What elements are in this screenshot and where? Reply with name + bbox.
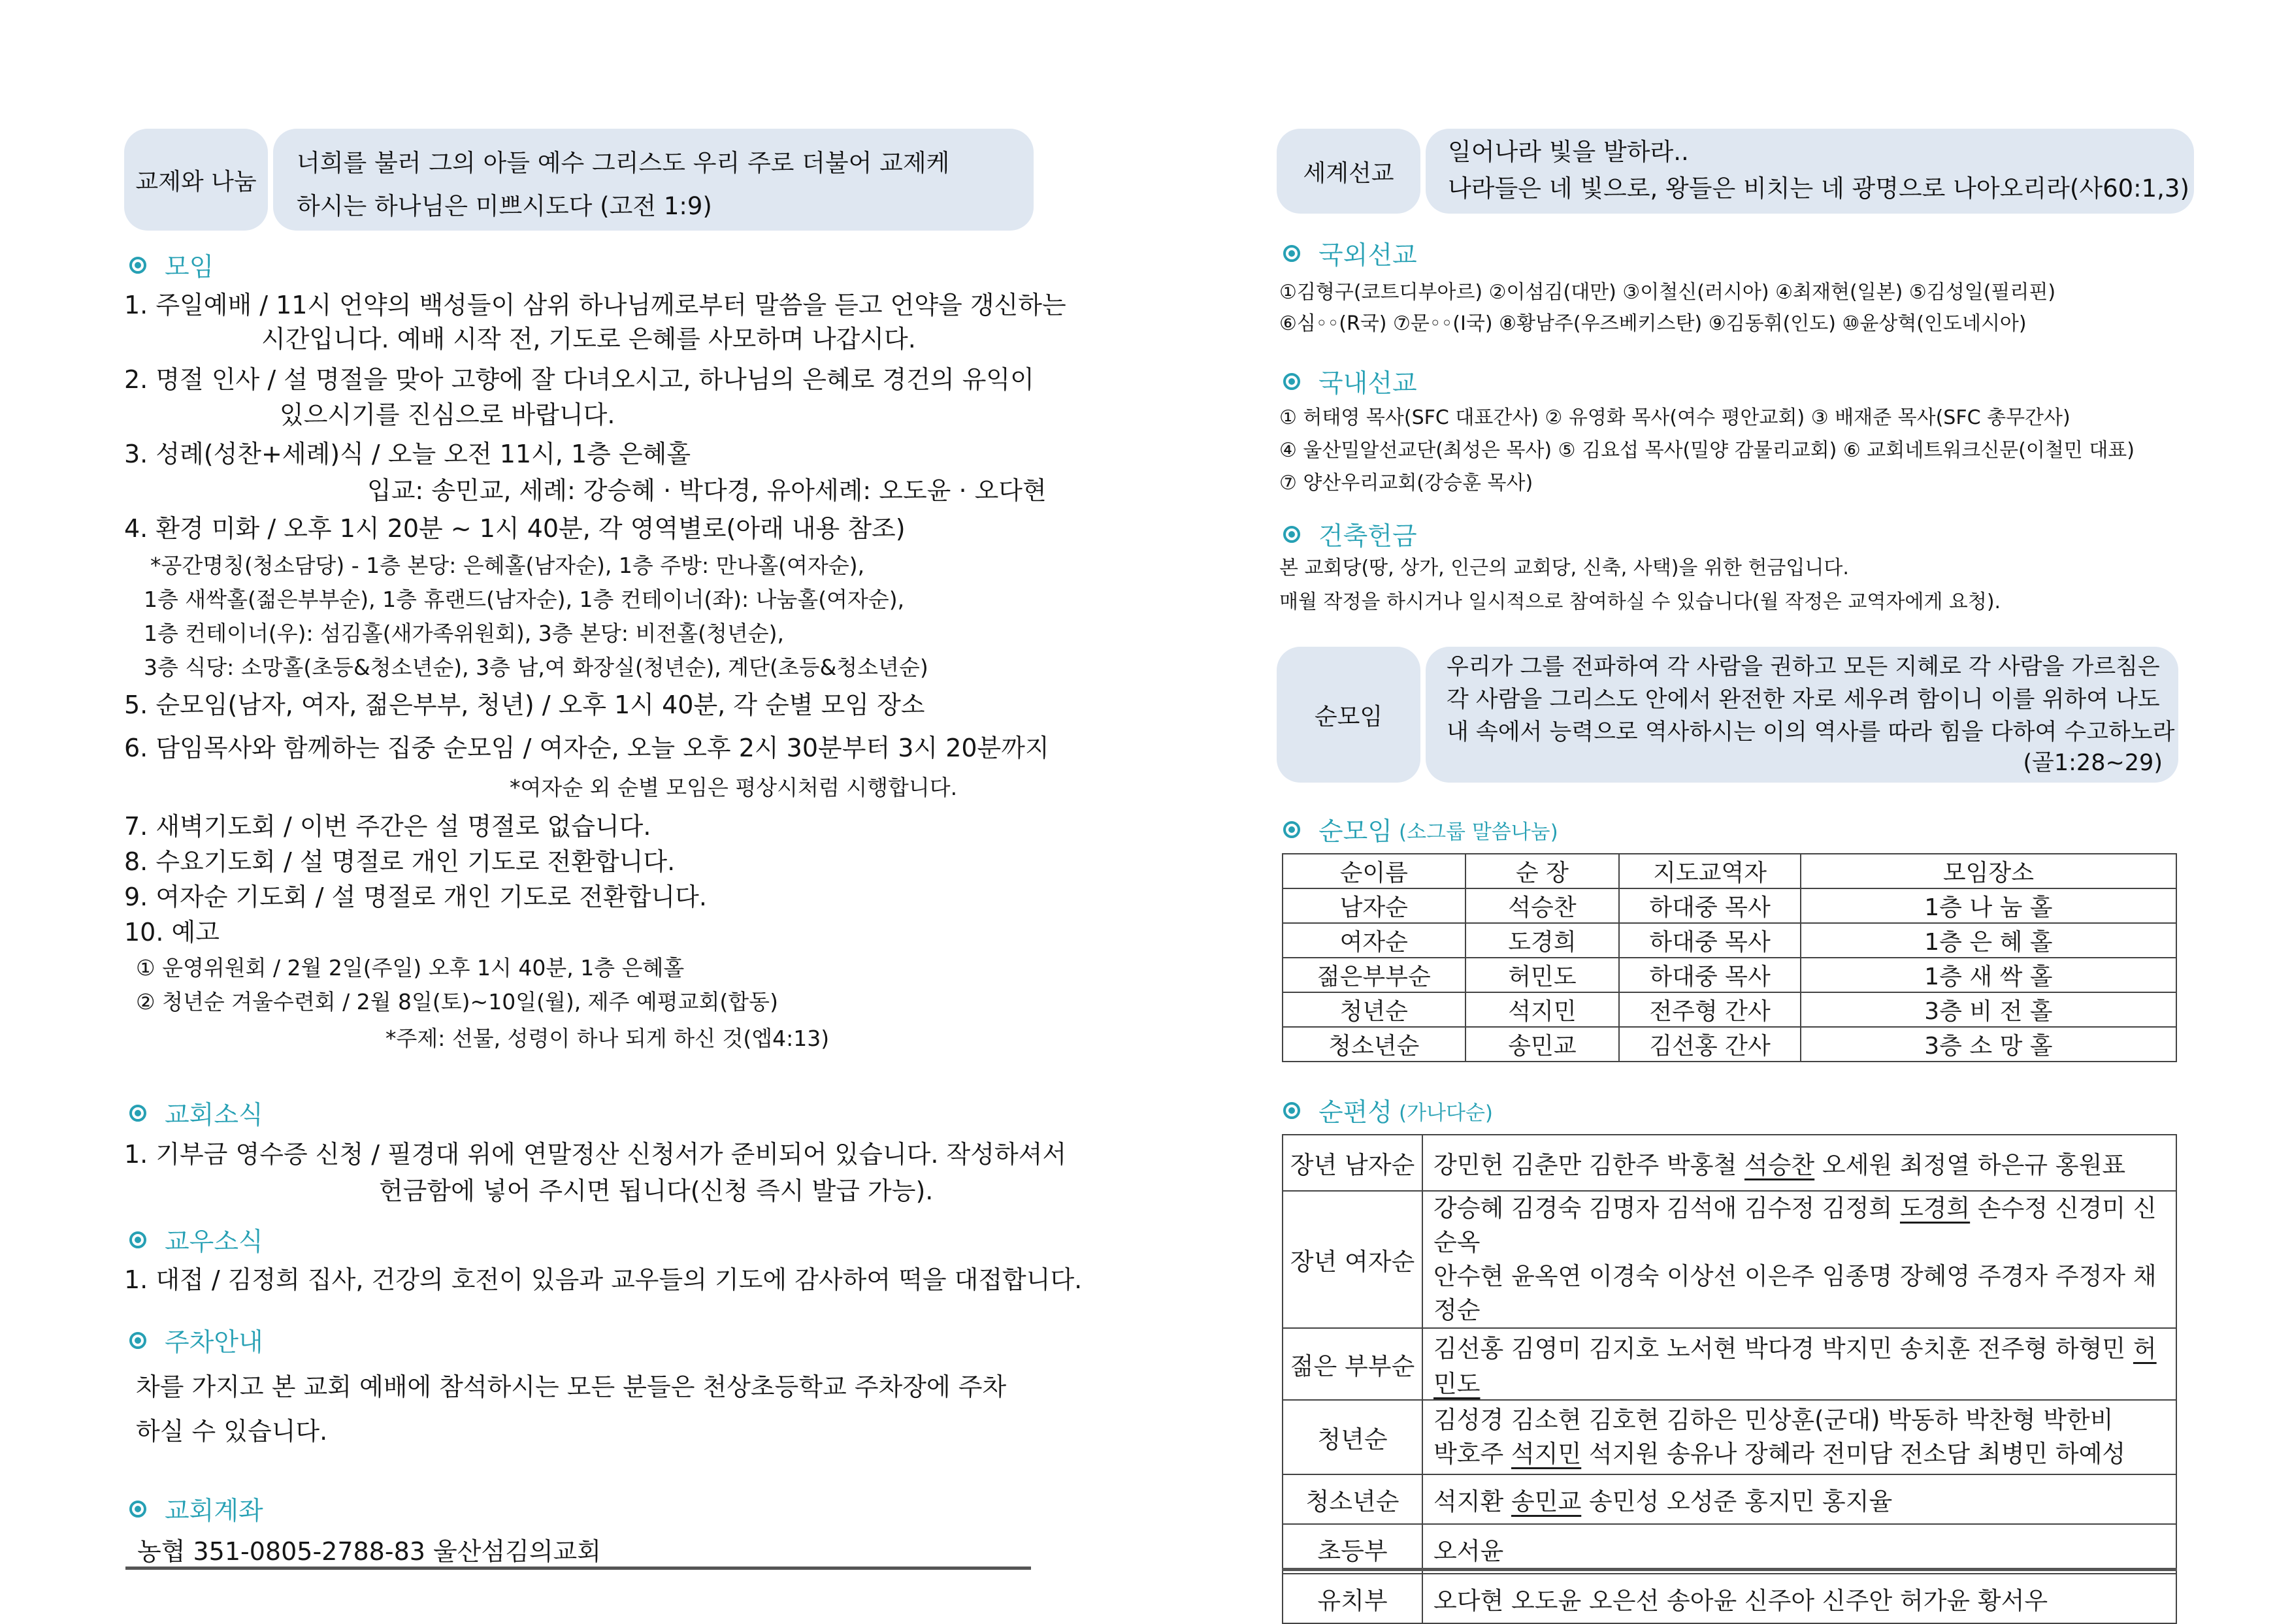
meeting-item: 6. 담임목사와 함께하는 집중 순모임 / 여자순, 오늘 오후 2시 30분부터 3시 20분까지 bbox=[124, 734, 1049, 762]
parking-heading bbox=[129, 1322, 263, 1359]
table-header: 순 장 bbox=[1465, 854, 1620, 888]
roster-label: 초등부 bbox=[1283, 1524, 1422, 1574]
domestic-heading bbox=[1283, 363, 1417, 400]
meeting-item: 시간입니다. 예배 시작 전, 기도로 은혜를 사모하며 나갑시다. bbox=[261, 325, 916, 353]
soon-meeting-verse-line2: 각 사람을 그리스도 안에서 완전한 자로 세우려 함이니 이를 위하여 나도 bbox=[1447, 687, 2160, 713]
roster-members-text: 박호주 bbox=[1433, 1440, 1511, 1468]
meeting-item: 3층 식당: 소망홀(초등&청소년순), 3층 남,여 화장실(청년순), 계단(초등&청소년순) bbox=[144, 655, 928, 680]
overseas-heading bbox=[1283, 235, 1417, 272]
table-cell: 석지민 bbox=[1465, 992, 1620, 1027]
overseas-line: ①김형구(코트디부아르) ②이섬김(대만) ③이철신(러시아) ④최재현(일본) ⑤김성일(필리핀) bbox=[1279, 281, 2056, 304]
table-cell: 허민도 bbox=[1465, 958, 1620, 992]
meeting-item: 4. 환경 미화 / 오후 1시 20분 ~ 1시 40분, 각 영역별로(아래 내용 참조) bbox=[124, 514, 906, 543]
bullet-icon bbox=[1283, 821, 1300, 838]
meeting-item: 5. 순모임(남자, 여자, 젊은부부, 청년) / 오후 1시 40분, 각 순별 모임 장소 bbox=[124, 690, 925, 719]
roster-members bbox=[1422, 1328, 2176, 1400]
world-mission-verse-line1: 일어나라 빛을 발하라.. bbox=[1448, 138, 1689, 166]
roster-members: 오서윤 bbox=[1422, 1524, 2176, 1574]
building-heading bbox=[1283, 516, 1417, 553]
roster-label: 장년 여자순 bbox=[1283, 1191, 1422, 1328]
meeting-item: 7. 새벽기도회 / 이번 주간은 설 명절로 없습니다. bbox=[124, 812, 651, 841]
world-mission-verse-line2: 나라들은 네 빛으로, 왕들은 비치는 네 광명으로 나아오리라(사60:1,3) bbox=[1448, 174, 2189, 203]
table-cell: 3층 소 망 홀 bbox=[1801, 1027, 2176, 1062]
roster-label: 장년 남자순 bbox=[1283, 1135, 1422, 1191]
meeting-item: *여자순 외 순별 모임은 평상시처럼 시행합니다. bbox=[510, 775, 958, 800]
soon-meeting-verse-line4: (골1:28~29) bbox=[2023, 750, 2163, 776]
roster-title: 순편성 bbox=[1318, 1098, 1393, 1128]
world-mission-tag: 세계선교 bbox=[1277, 129, 1420, 214]
table-cell: 김선홍 간사 bbox=[1619, 1027, 1801, 1062]
table-cell: 석승찬 bbox=[1465, 888, 1620, 923]
groups-title: 순모임 bbox=[1318, 817, 1393, 847]
church-news-title: 교회소식 bbox=[165, 1101, 263, 1130]
building-line: 본 교회당(땅, 상가, 인근의 교회당, 신축, 사택)을 위한 헌금입니다. bbox=[1279, 557, 1849, 579]
table-row bbox=[1283, 1524, 2176, 1574]
table-header: 모임장소 bbox=[1801, 854, 2176, 888]
table-cell: 1층 나 눔 홀 bbox=[1801, 888, 2176, 923]
table-cell: 하대중 목사 bbox=[1619, 923, 1801, 958]
table-row bbox=[1283, 1191, 2176, 1328]
roster-members-text: 김성경 김소현 김호현 김하은 민상훈(군대) 박동하 박찬형 박한비 bbox=[1433, 1406, 2114, 1434]
fellowship-tag: 교제와 나눔 bbox=[124, 129, 268, 231]
bullet-icon bbox=[129, 1332, 146, 1349]
member-news-line: 1. 대접 / 김정희 집사, 건강의 호전이 있음과 교우들의 기도에 감사하여 떡을 대접합니다. bbox=[124, 1265, 1083, 1294]
parking-line: 차를 가지고 본 교회 예배에 참석하시는 모든 분들은 천상초등학교 주차장에 주차 bbox=[136, 1372, 1007, 1401]
world-mission-verse bbox=[1426, 129, 2194, 214]
roster-members-text: 안수현 윤옥연 이경숙 이상선 이은주 임종명 장혜영 주경자 주정자 채정순 bbox=[1433, 1262, 2157, 1324]
domestic-line: ④ 울산밀알선교단(최성은 목사) ⑤ 김요섭 목사(밀양 감물리교회) ⑥ 교회네트워크신문(이철민 대표) bbox=[1279, 439, 2135, 462]
meeting-item: 9. 여자순 기도회 / 설 명절로 개인 기도로 전환합니다. bbox=[124, 883, 707, 911]
overseas-title: 국외선교 bbox=[1318, 241, 1417, 270]
building-line: 매월 작정을 하시거나 일시적으로 참여하실 수 있습니다(월 작정은 교역자에게 요청). bbox=[1279, 591, 2001, 613]
table-cell: 3층 비 전 홀 bbox=[1801, 992, 2176, 1027]
domestic-line: ① 허태영 목사(SFC 대표간사) ② 유영화 목사(여수 평안교회) ③ 배재준 목사(SFC 총무간사) bbox=[1279, 406, 2071, 429]
table-cell: 1층 새 싹 홀 bbox=[1801, 958, 2176, 992]
building-title: 건축헌금 bbox=[1318, 522, 1417, 551]
church-news-line: 1. 기부금 영수증 신청 / 필경대 위에 연말정산 신청서가 준비되어 있습니다. 작성하셔서 bbox=[124, 1140, 1067, 1169]
church-news-heading bbox=[129, 1095, 263, 1131]
roster-members bbox=[1422, 1474, 2176, 1524]
table-row bbox=[1283, 1328, 2176, 1400]
roster-members bbox=[1422, 1400, 2176, 1474]
soon-meeting-verse-line3: 내 속에서 능력으로 역사하시는 이의 역사를 따라 힘을 다하여 수고하노라 bbox=[1447, 719, 2175, 745]
roster-leader: 석승찬 bbox=[1744, 1151, 1815, 1179]
meeting-item: 1층 컨테이너(우): 섬김홀(새가족위원회), 3층 본당: 비전홀(청년순), bbox=[144, 621, 784, 646]
roster-members-text: 강승혜 김경숙 김명자 김석애 김수정 김정희 bbox=[1433, 1194, 1900, 1222]
roster-members bbox=[1422, 1135, 2176, 1191]
roster-label: 청소년순 bbox=[1283, 1474, 1422, 1524]
meeting-item: 2. 명절 인사 / 설 명절을 맞아 고향에 잘 다녀오시고, 하나님의 은혜로 경건의 유익이 bbox=[124, 365, 1034, 394]
table-cell: 남자순 bbox=[1283, 888, 1465, 923]
roster-members-text: 강민헌 김춘만 김한주 박홍철 bbox=[1433, 1151, 1744, 1179]
roster-heading bbox=[1283, 1092, 1493, 1129]
table-cell: 여자순 bbox=[1283, 923, 1465, 958]
table-row bbox=[1283, 992, 2176, 1027]
roster-members-text: 송민성 오성준 홍지민 홍지율 bbox=[1581, 1487, 1893, 1516]
bullet-icon bbox=[129, 1501, 146, 1518]
roster-members-text: 손수정 신경미 신순옥 bbox=[1433, 1194, 2157, 1256]
member-news-title: 교우소식 bbox=[165, 1227, 263, 1257]
meeting-item: *주제: 선물, 성령이 하나 되게 하신 것(엡4:13) bbox=[385, 1026, 830, 1051]
bullet-icon bbox=[1283, 526, 1300, 543]
roster-leader: 도경희 bbox=[1899, 1194, 1971, 1222]
bullet-icon bbox=[129, 257, 146, 274]
meeting-heading bbox=[129, 247, 214, 284]
church-news-line: 헌금함에 넣어 주시면 됩니다(신청 즉시 발급 가능). bbox=[379, 1177, 934, 1205]
roster-label: 젊은 부부순 bbox=[1283, 1328, 1422, 1400]
table-cell: 송민교 bbox=[1465, 1027, 1620, 1062]
right-divider bbox=[1282, 1568, 2177, 1571]
table-cell: 1층 은 혜 홀 bbox=[1801, 923, 2176, 958]
table-row bbox=[1283, 1135, 2176, 1191]
parking-title: 주차안내 bbox=[165, 1328, 263, 1357]
soon-meeting-tag: 순모임 bbox=[1277, 647, 1420, 783]
groups-table bbox=[1282, 853, 2177, 1062]
roster-subtitle: (가나다순) bbox=[1399, 1101, 1494, 1125]
meeting-item: 입교: 송민교, 세례: 강승혜 · 박다경, 유아세례: 오도윤 · 오다현 bbox=[367, 476, 1047, 505]
overseas-line: ⑥심◦◦(R국) ⑦문◦◦(I국) ⑧황남주(우즈베키스탄) ⑨김동휘(인도) ⑩윤상혁(인도네시아) bbox=[1279, 312, 2027, 335]
meeting-item: 8. 수요기도회 / 설 명절로 개인 기도로 전환합니다. bbox=[124, 847, 676, 876]
table-row bbox=[1283, 1400, 2176, 1474]
account-line: 농협 351-0805-2788-83 울산섬김의교회 bbox=[137, 1537, 601, 1566]
member-news-heading bbox=[129, 1222, 263, 1258]
domestic-line: ⑦ 양산우리교회(강승훈 목사) bbox=[1279, 472, 1533, 495]
roster-table bbox=[1282, 1134, 2177, 1624]
meeting-item: *공간명칭(청소담당) - 1층 본당: 은혜홀(남자순), 1층 주방: 만나홀(여자순), bbox=[150, 553, 865, 578]
domestic-title: 국내선교 bbox=[1318, 369, 1417, 398]
bullet-icon bbox=[1283, 1102, 1300, 1119]
account-heading bbox=[129, 1491, 263, 1527]
roster-label: 청년순 bbox=[1283, 1400, 1422, 1474]
meeting-item: ① 운영위원회 / 2월 2일(주일) 오후 1시 40분, 1층 은혜홀 bbox=[136, 955, 685, 981]
roster-members bbox=[1422, 1191, 2176, 1328]
meeting-title: 모임 bbox=[165, 253, 214, 282]
fellowship-verse-line2: 하시는 하나님은 미쁘시도다 (고전 1:9) bbox=[297, 192, 712, 220]
parking-line: 하실 수 있습니다. bbox=[136, 1417, 328, 1446]
table-row bbox=[1283, 1027, 2176, 1062]
meeting-item: 있으시기를 진심으로 바랍니다. bbox=[280, 400, 615, 429]
table-cell: 하대중 목사 bbox=[1619, 958, 1801, 992]
table-row bbox=[1283, 1574, 2176, 1623]
bullet-icon bbox=[129, 1231, 146, 1248]
account-title: 교회계좌 bbox=[165, 1497, 263, 1526]
table-header: 지도교역자 bbox=[1619, 854, 1801, 888]
roster-members-text: 김선홍 김영미 김지호 노서현 박다경 박지민 송치훈 전주형 하형민 bbox=[1433, 1335, 2133, 1363]
roster-members-text: 오세원 최정열 하은규 홍원표 bbox=[1814, 1151, 2126, 1179]
table-row bbox=[1283, 958, 2176, 992]
roster-leader: 허민도 bbox=[1433, 1335, 2157, 1398]
table-row bbox=[1283, 888, 2176, 923]
table-header-row bbox=[1283, 854, 2176, 888]
meeting-item: ② 청년순 겨울수련회 / 2월 8일(토)~10일(월), 제주 예평교회(합동) bbox=[136, 989, 778, 1015]
table-cell: 하대중 목사 bbox=[1619, 888, 1801, 923]
meeting-item: 10. 예고 bbox=[124, 918, 220, 947]
table-cell: 젊은부부순 bbox=[1283, 958, 1465, 992]
soon-meeting-verse bbox=[1426, 647, 2178, 783]
table-row bbox=[1283, 923, 2176, 958]
groups-heading bbox=[1283, 811, 1558, 848]
roster-members-text: 석지원 송유나 장혜라 전미담 전소담 최병민 하예성 bbox=[1581, 1440, 2126, 1468]
meeting-item: 1. 주일예배 / 11시 언약의 백성들이 삼위 하나님께로부터 말씀을 듣고 언약을 갱신하는 bbox=[124, 291, 1066, 319]
roster-leader: 송민교 bbox=[1511, 1487, 1582, 1516]
table-cell: 청년순 bbox=[1283, 992, 1465, 1027]
soon-meeting-verse-line1: 우리가 그를 전파하여 각 사람을 권하고 모든 지혜로 각 사람을 가르침은 bbox=[1447, 654, 2160, 680]
bullet-icon bbox=[1283, 245, 1300, 262]
roster-leader: 석지민 bbox=[1511, 1440, 1582, 1468]
groups-subtitle: (소그룹 말씀나눔) bbox=[1399, 820, 1558, 844]
bullet-icon bbox=[1283, 373, 1300, 390]
meeting-item: 1층 새싹홀(젊은부부순), 1층 휴랜드(남자순), 1층 컨테이너(좌): 나눔홀(여자순), bbox=[144, 587, 905, 612]
fellowship-verse bbox=[273, 129, 1034, 231]
fellowship-verse-line1: 너희를 불러 그의 아들 예수 그리스도 우리 주로 더불어 교제케 bbox=[297, 149, 950, 177]
table-cell: 도경희 bbox=[1465, 923, 1620, 958]
table-header: 순이름 bbox=[1283, 854, 1465, 888]
left-divider bbox=[125, 1567, 1031, 1570]
roster-label: 유치부 bbox=[1283, 1574, 1422, 1623]
table-cell: 전주형 간사 bbox=[1619, 992, 1801, 1027]
table-cell: 청소년순 bbox=[1283, 1027, 1465, 1062]
bullet-icon bbox=[129, 1105, 146, 1122]
meeting-item: 3. 성례(성찬+세례)식 / 오늘 오전 11시, 1층 은혜홀 bbox=[124, 440, 691, 468]
roster-members-text: 석지환 bbox=[1433, 1487, 1511, 1516]
table-row bbox=[1283, 1474, 2176, 1524]
roster-members: 오다현 오도윤 오은선 송아윤 신주아 신주안 허가윤 황서우 bbox=[1422, 1574, 2176, 1623]
